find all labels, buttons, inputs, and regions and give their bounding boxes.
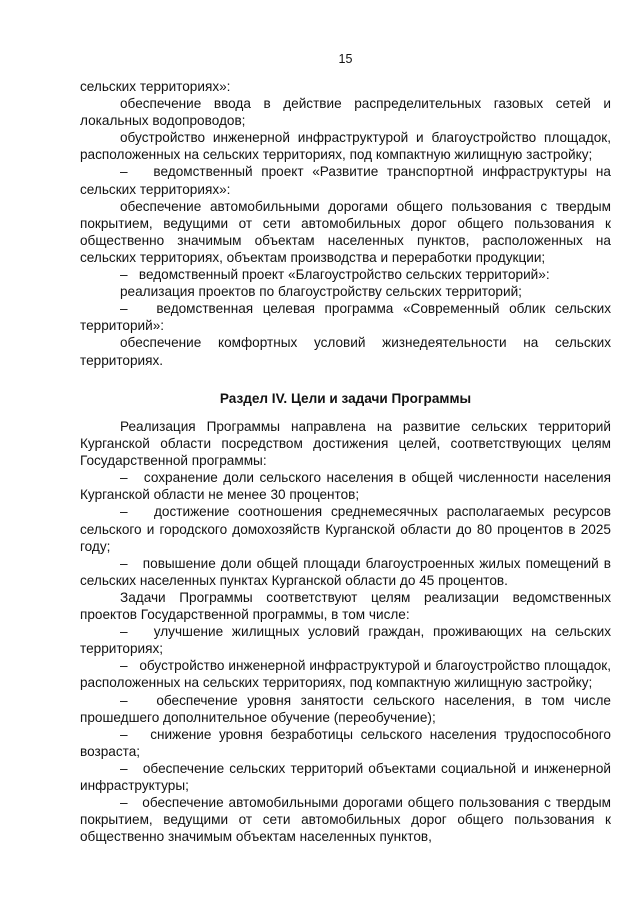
list-item: – достижение соотношения среднемесячных располагаемых ресурсов сельского и городского домохозяйств Курганской области до 80 процентов в 2025 году; [80, 504, 611, 554]
paragraph: обеспечение комфортных условий жизнедеятельности на сельских территориях. [80, 335, 611, 368]
list-item: – обустройство инженерной инфраструктурой и благоустройство площадок, расположенных на сельских территориях, под компактную жилищную застройку; [80, 658, 611, 691]
list-item: – ведомственная целевая программа «Современный облик сельских территорий»: [80, 301, 611, 334]
paragraph: Реализация Программы направлена на развитие сельских территорий Курганской области посредством достижения целей, соответствующих целям Государственной программы: [80, 419, 611, 469]
list-item: – ведомственный проект «Развитие транспортной инфраструктуры на сельских территориях»: [80, 164, 611, 197]
list-item: – снижение уровня безработицы сельского населения трудоспособного возраста; [80, 726, 611, 759]
paragraph: сельских территориях»: [80, 79, 231, 94]
body-text-goals [80, 418, 611, 845]
paragraph: обустройство инженерной инфраструктурой и благоустройство площадок, расположенных на сельских территориях, под компактную жилищную застройку; [80, 130, 611, 163]
list-item: – повышение доли общей площади благоустроенных жилых помещений в сельских населенных пунктах Курганской области до 45 процентов. [80, 555, 611, 588]
list-item: – обеспечение сельских территорий объектами социальной и инженерной инфраструктуры; [80, 760, 611, 793]
section-heading: Раздел IV. Цели и задачи Программы [219, 391, 472, 406]
paragraph: реализация проектов по благоустройству сельских территорий; [120, 284, 522, 300]
list-item: – улучшение жилищных условий граждан, проживающих на сельских территориях; [80, 624, 611, 657]
paragraph: Задачи Программы соответствуют целям реализации ведомственных проектов Государственной программы, в том числе: [80, 589, 611, 623]
paragraph: обеспечение ввода в действие распределительных газовых сетей и локальных водопроводов; [80, 96, 611, 129]
list-item: – ведомственный проект «Благоустройство сельских территорий»: [120, 267, 550, 283]
list-item: – обеспечение уровня занятости сельского населения, в том числе прошедшего дополнительное обучение (переобучение); [80, 692, 611, 725]
list-item: – сохранение доли сельского населения в общей численности населения Курганской области не менее 30 процентов; [80, 470, 611, 503]
list-item: – обеспечение автомобильными дорогами общего пользования с твердым покрытием, ведущими от сети автомобильных дорог общего пользования к общественно значимым объектам населенных пунктов, [80, 795, 611, 845]
paragraph: обеспечение автомобильными дорогами общего пользования с твердым покрытием, ведущими от сети автомобильных дорог общего пользования к общественно значимым объектам населенных пунктов, расположенных на сельских территориях, объектам производства и переработки продукции; [80, 198, 611, 265]
body-text-top [80, 78, 611, 369]
page-number: 15 [338, 52, 353, 66]
